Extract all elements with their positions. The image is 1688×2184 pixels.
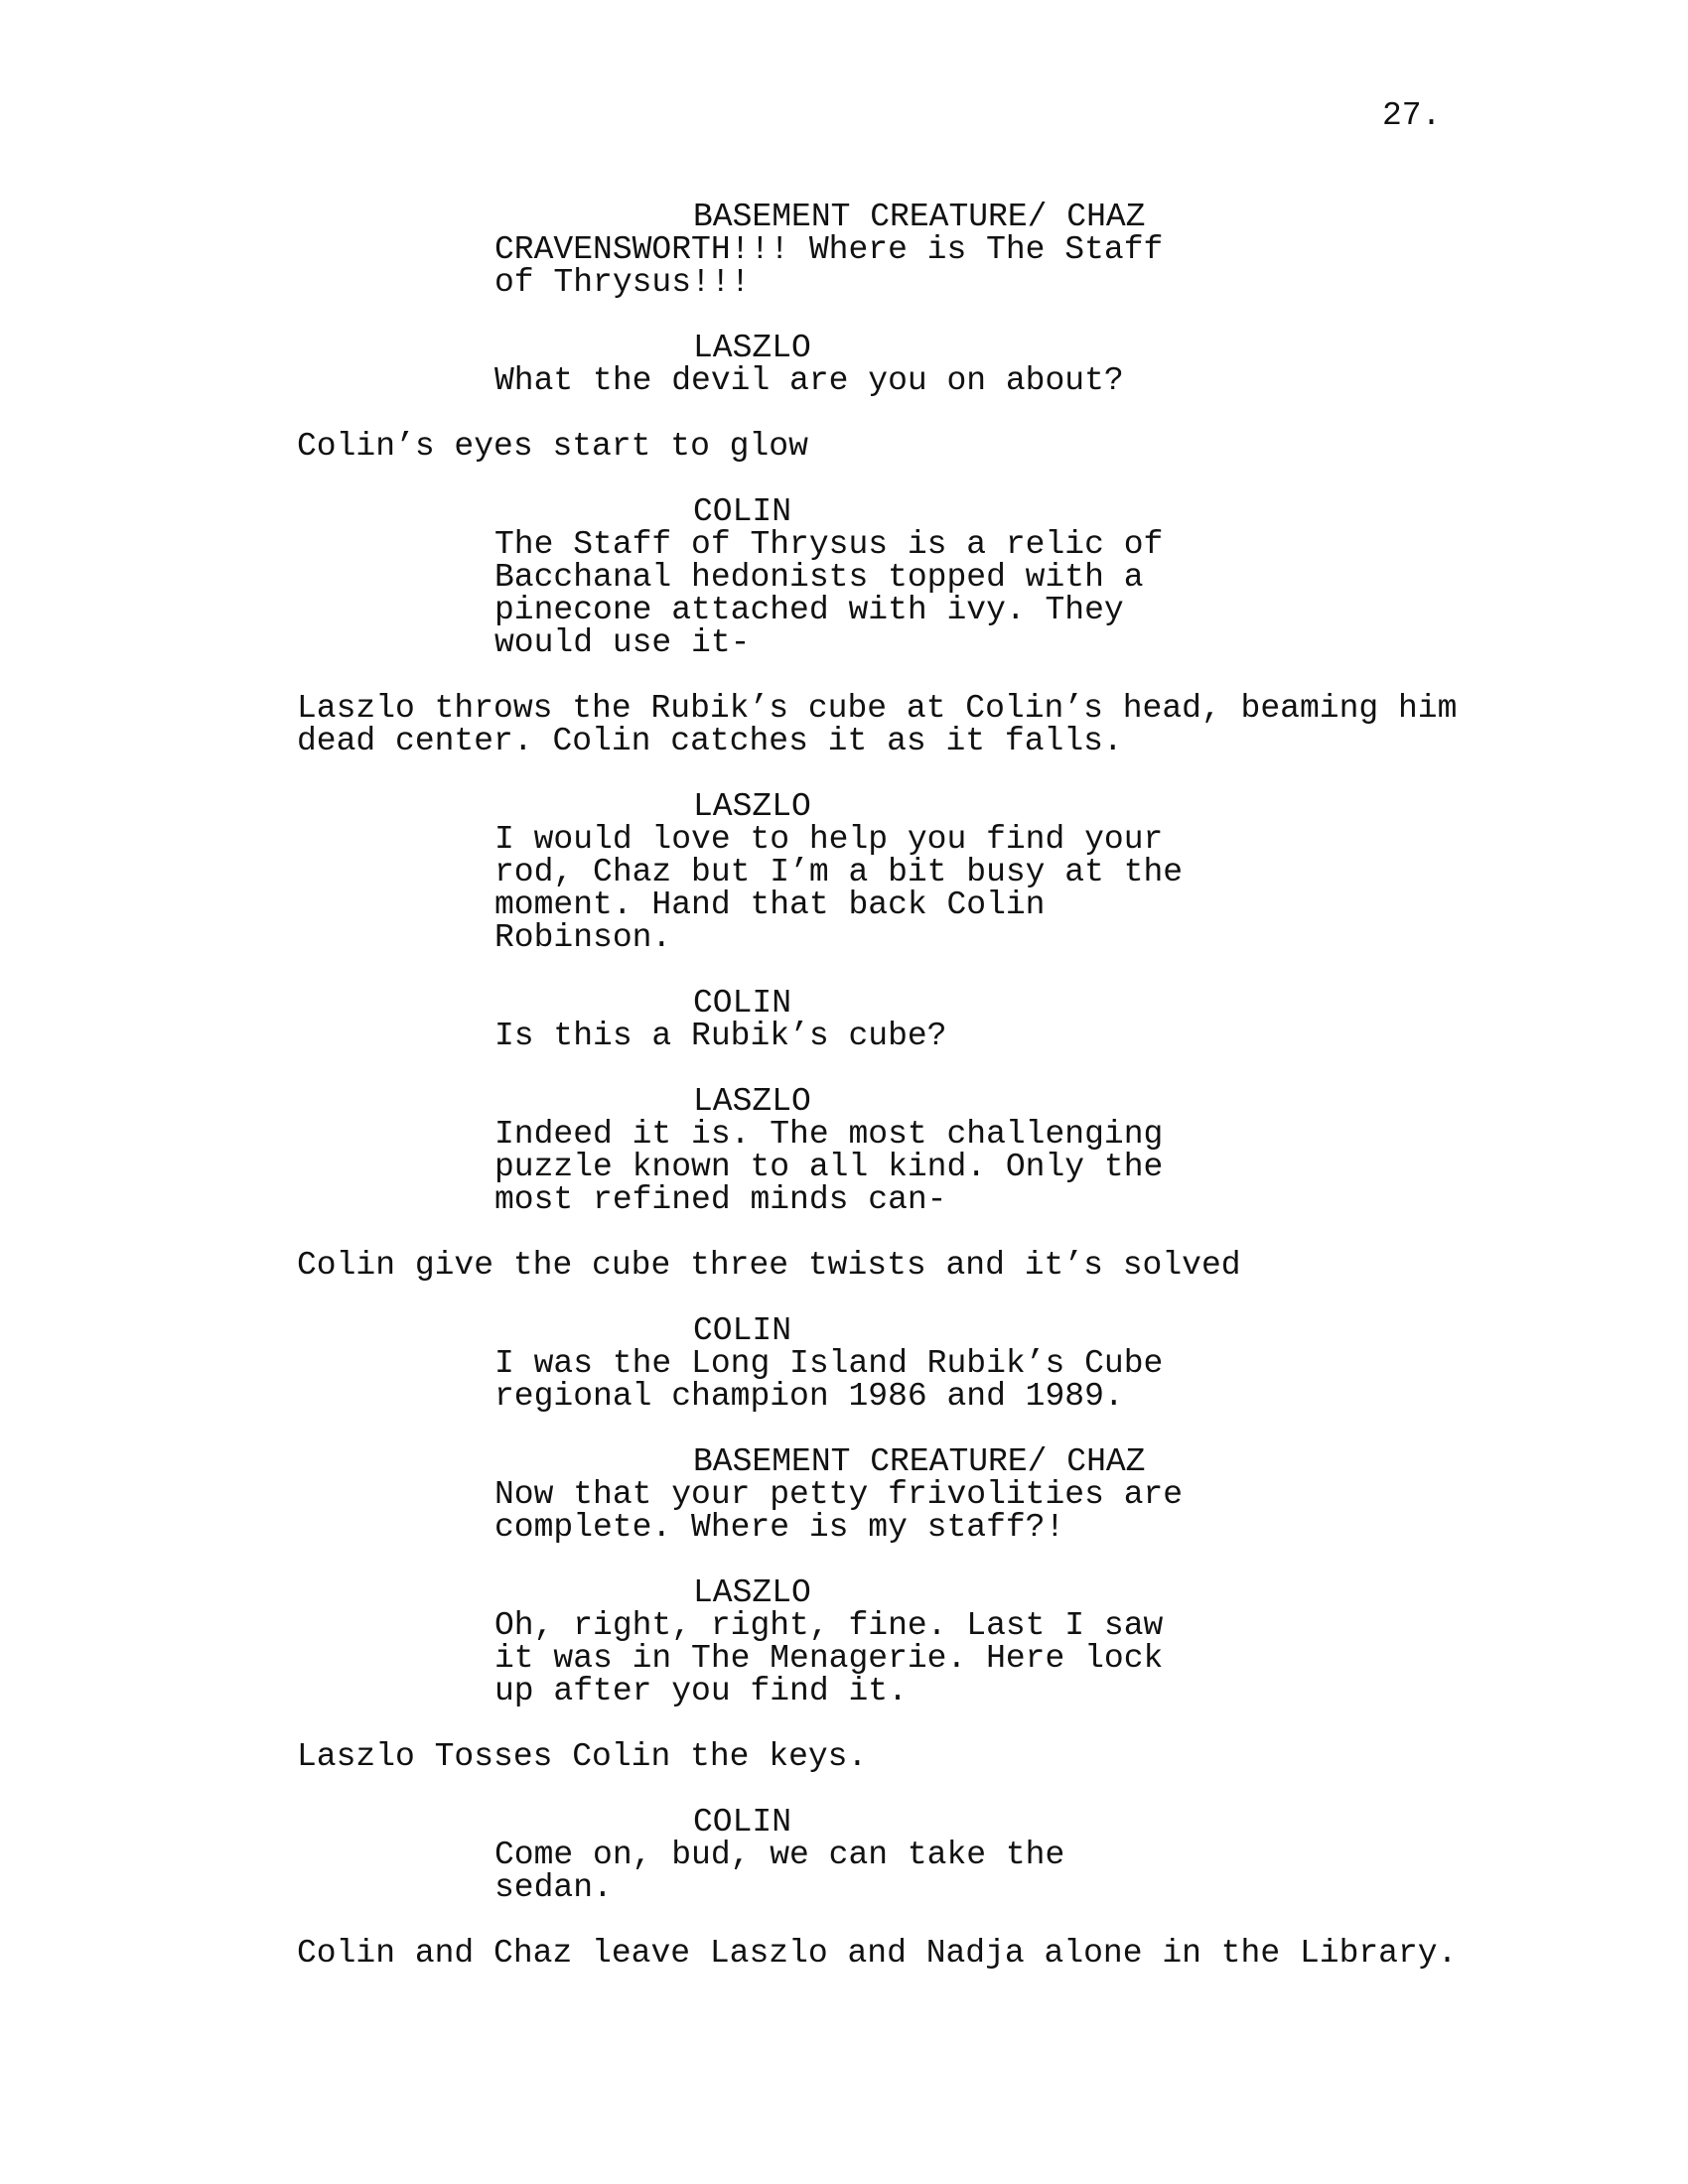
character-line: LASZLO [693, 330, 811, 366]
character-line: COLIN [693, 1312, 792, 1349]
dialogue-line: rod, Chaz but I’m a bit busy at the [494, 854, 1184, 890]
dialogue-line: The Staff of Thrysus is a relic of [494, 526, 1164, 563]
dialogue-line: up after you find it. [494, 1673, 908, 1709]
page-number: 27. [1382, 97, 1442, 134]
character-line: LASZLO [693, 1574, 811, 1611]
action-line: dead center. Colin catches it as it falls. [297, 723, 1123, 759]
dialogue-line: most refined minds can- [494, 1181, 947, 1218]
character-line: LASZLO [693, 788, 811, 825]
dialogue-line: Come on, bud, we can take the [494, 1837, 1065, 1873]
dialogue-line: it was in The Menagerie. Here lock [494, 1640, 1164, 1677]
dialogue-line: What the devil are you on about? [494, 362, 1124, 399]
dialogue-line: pinecone attached with ivy. They [494, 592, 1124, 628]
dialogue-line: Oh, right, right, fine. Last I saw [494, 1607, 1164, 1644]
action-line: Laszlo throws the Rubik’s cube at Colin’s head, beaming him [297, 690, 1458, 727]
dialogue-line: regional champion 1986 and 1989. [494, 1378, 1124, 1415]
dialogue-line: Is this a Rubik’s cube? [494, 1018, 947, 1054]
action-line: Colin’s eyes start to glow [297, 428, 808, 465]
dialogue-line: would use it- [494, 624, 751, 661]
dialogue-line: I was the Long Island Rubik’s Cube [494, 1345, 1164, 1382]
dialogue-line: complete. Where is my staff?! [494, 1509, 1065, 1546]
action-line: Laszlo Tosses Colin the keys. [297, 1738, 868, 1775]
dialogue-line: Robinson. [494, 919, 672, 956]
dialogue-line: moment. Hand that back Colin [494, 887, 1046, 923]
character-line: BASEMENT CREATURE/ CHAZ [693, 199, 1146, 235]
character-line: COLIN [693, 1804, 792, 1841]
dialogue-line: Indeed it is. The most challenging [494, 1116, 1164, 1153]
character-line: COLIN [693, 985, 792, 1022]
dialogue-line: Bacchanal hedonists topped with a [494, 559, 1144, 596]
dialogue-line: sedan. [494, 1869, 613, 1906]
character-line: COLIN [693, 493, 792, 530]
character-line: LASZLO [693, 1083, 811, 1120]
dialogue-line: puzzle known to all kind. Only the [494, 1149, 1164, 1185]
dialogue-line: of Thrysus!!! [494, 264, 751, 301]
dialogue-line: CRAVENSWORTH!!! Where is The Staff [494, 231, 1164, 268]
dialogue-line: I would love to help you find your [494, 821, 1164, 858]
action-line: Colin give the cube three twists and it’s solved [297, 1247, 1241, 1284]
dialogue-line: Now that your petty frivolities are [494, 1476, 1184, 1513]
character-line: BASEMENT CREATURE/ CHAZ [693, 1443, 1146, 1480]
action-line: Colin and Chaz leave Laszlo and Nadja alone in the Library. [297, 1935, 1458, 1972]
